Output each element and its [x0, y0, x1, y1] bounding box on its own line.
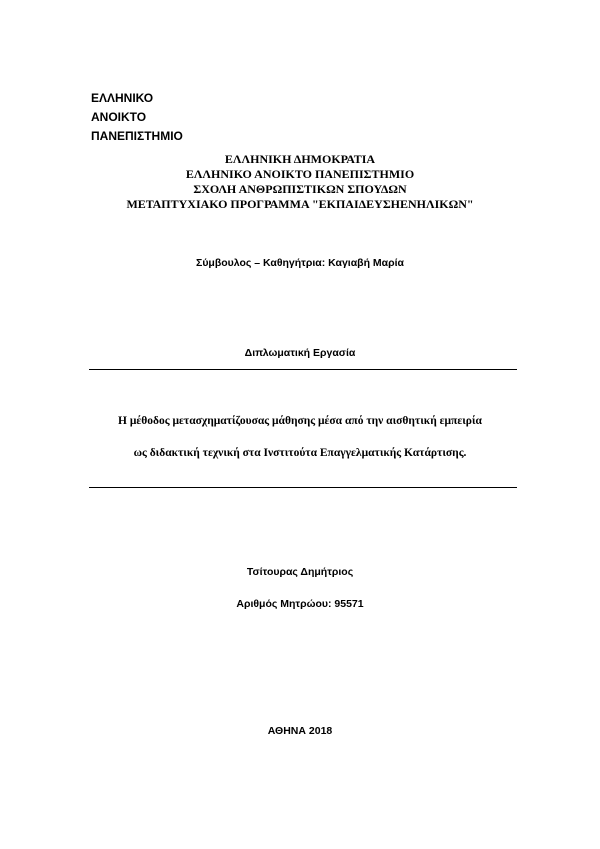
university-logo-text — [91, 89, 183, 146]
title-top-rule — [89, 369, 517, 370]
title-bottom-rule — [89, 487, 517, 488]
logo-line-2: ΑΝΟΙΚΤΟ — [91, 110, 147, 124]
thesis-title-line-2: ως διδακτική τεχνική στα Ινστιτούτα Επαγγελματικής Κατάρτισης. — [133, 447, 467, 459]
logo-line-1: ΕΛΛΗΝΙΚΟ — [91, 91, 154, 105]
header-line-republic: ΕΛΛΗΝΙΚΗ ΔΗΜΟΚΡΑΤΙΑ — [224, 152, 376, 166]
advisor-line: Σύμβουλος – Καθηγήτρια: Καγιαβή Μαρία — [196, 257, 404, 269]
thesis-title — [0, 405, 600, 469]
thesis-title-line-1: Η μέθοδος μετασχηματίζουσας μάθησης μέσα από την αισθητική εμπειρία — [118, 415, 482, 427]
place-and-year: ΑΘΗΝΑ 2018 — [267, 725, 333, 737]
logo-line-3: ΠΑΝΕΠΙΣΤΗΜΙΟ — [91, 129, 183, 143]
author-name: Τσίτουρας Δημήτριος — [246, 566, 354, 578]
registration-number: Αριθμός Μητρώου: 95571 — [236, 598, 364, 610]
institution-header — [0, 152, 600, 212]
header-line-university: ΕΛΛΗΝΙΚΟ ΑΝΟΙΚΤΟ ΠΑΝΕΠΙΣΤΗΜΙΟ — [185, 167, 415, 181]
header-line-program: ΜΕΤΑΠΤΥΧΙΑΚΟ ΠΡΟΓΡΑΜΜΑ "ΕΚΠΑΙΔΕΥΣΗΕΝΗΛΙΚΩΝ" — [126, 197, 474, 211]
header-line-school: ΣΧΟΛΗ ΑΝΘΡΩΠΙΣΤΙΚΩΝ ΣΠΟΥΔΩΝ — [193, 182, 407, 196]
thesis-type-label: Διπλωματική Εργασία — [244, 347, 356, 359]
